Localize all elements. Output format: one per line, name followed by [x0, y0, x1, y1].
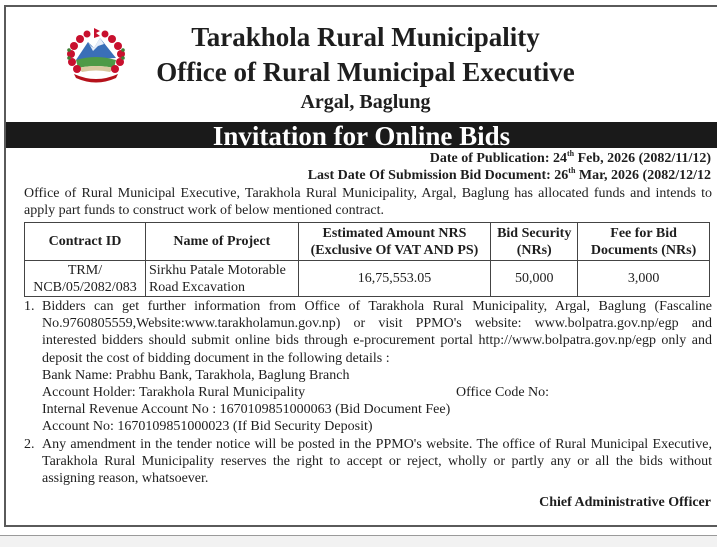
header-estimated-amount: Estimated Amount NRS (Exclusive Of VAT AND PS) — [298, 223, 491, 261]
cell-bid-security: 50,000 — [491, 261, 578, 297]
signature-title: Chief Administrative Officer — [539, 495, 711, 510]
cell-contract-id: TRM/ NCB/05/2082/083 — [25, 261, 146, 297]
note-item — [24, 298, 712, 436]
municipality-name: Tarakhola Rural Municipality — [191, 22, 540, 52]
header-contract-id: Contract ID — [25, 223, 146, 261]
bank-name: Bank Name: Prabhu Bank, Tarakhola, Baglung Branch — [42, 367, 350, 383]
account-holder: Account Holder: Tarakhola Rural Municipality — [42, 385, 306, 401]
header-bid-security: Bid Security (NRs) — [491, 223, 578, 261]
header-project: Name of Project — [145, 223, 298, 261]
office-name: Office of Rural Municipal Executive — [156, 57, 575, 87]
note-text: Bidders can get further information from Office of Tarakhola Rural Municipality, Argal, Baglung (Fascaline No.9760805559,Website:www.tarakholamun.gov.np) or visit PPMO's website: www.bolpatra.gov.np/egp and interested bidders should submit online bids through e-procurement portal http://www.bolpatra.gov.np/egp only and deposit the cost of bidding document in the following details : — [42, 299, 712, 366]
account-number: Account No: 1670109851000023 (If Bid Security Deposit) — [42, 419, 373, 435]
page-bottom-strip — [0, 536, 717, 547]
notice-title-banner — [6, 121, 717, 151]
notes-list — [24, 298, 712, 487]
intro-paragraph: Office of Rural Municipal Executive, Tarakhola Rural Municipality, Argal, Baglung has allocated funds and intends to apply part funds to construct work of below mentioned contract. — [24, 186, 712, 218]
cell-estimated-amount: 16,75,553.05 — [298, 261, 491, 297]
note-number: 1. — [24, 299, 35, 314]
table-row — [25, 261, 710, 297]
header-fee: Fee for Bid Documents (NRs) — [578, 223, 710, 261]
notice-title: Invitation for Online Bids — [212, 121, 511, 151]
office-location: Argal, Baglung — [300, 91, 431, 113]
submission-deadline: Last Date Of Submission Bid Document: 26th Mar, 2026 (2082/12/12 — [307, 166, 711, 183]
table-header-row — [25, 223, 710, 261]
publication-date: Date of Publication: 24th Feb, 2026 (2082/11/12) — [429, 149, 711, 166]
note-item — [24, 436, 712, 488]
revenue-account: Internal Revenue Account No : 1670109851000063 (Bid Document Fee) — [42, 402, 451, 418]
account-holder-row — [42, 384, 712, 401]
contract-table — [24, 222, 710, 297]
note-number: 2. — [24, 436, 35, 452]
cell-project: Sirkhu Patale Motorable Road Excavation — [145, 261, 298, 297]
cell-fee: 3,000 — [578, 261, 710, 297]
note-text: Any amendment in the tender notice will be posted in the PPMO's website. The office of Rural Municipal Executive, Tarakhola Rural Municipality reserves the right to accept or reject, wholly or partly any or all the bids without assigning reason, whatsoever. — [42, 436, 712, 487]
office-code: Office Code No: — [456, 385, 550, 401]
